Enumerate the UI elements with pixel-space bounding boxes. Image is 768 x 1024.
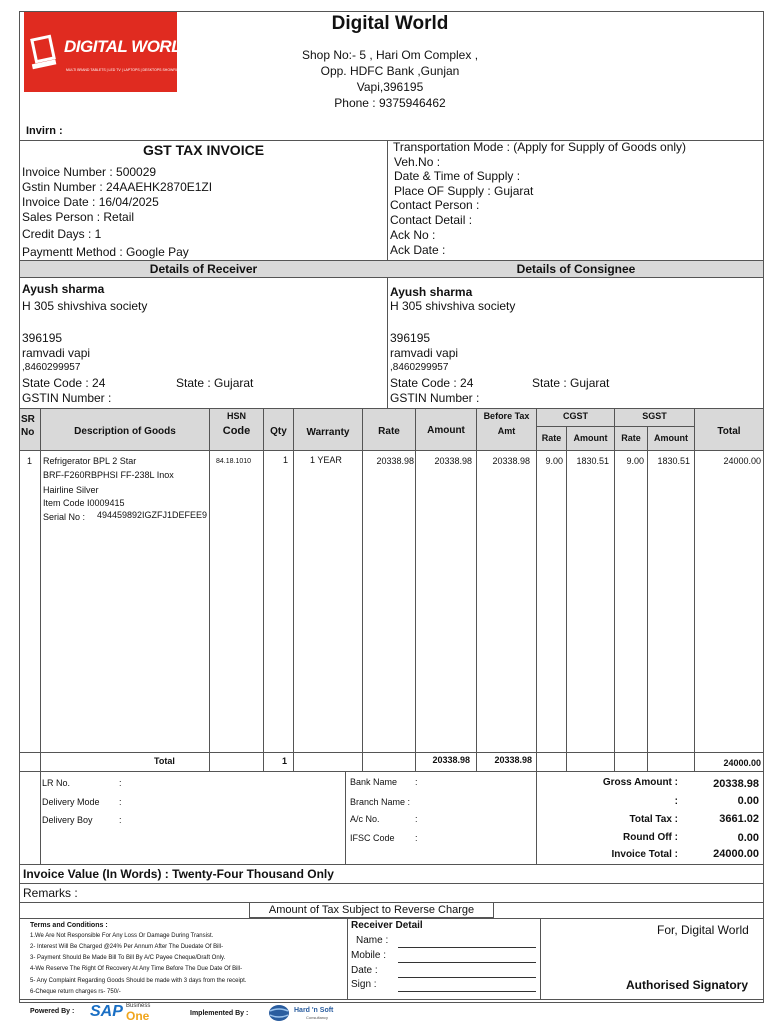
row-warranty: 1 YEAR bbox=[310, 455, 342, 465]
row-qty: 1 bbox=[283, 455, 289, 465]
receiver-detail-name: Name : bbox=[356, 935, 389, 946]
row-cgst-amount: 1830.51 bbox=[576, 456, 609, 466]
invoice-total-label: Invoice Total : bbox=[611, 849, 678, 860]
row-desc-4: Item Code I0009415 bbox=[43, 498, 125, 508]
sap-one-text: One bbox=[126, 1009, 150, 1023]
branch-name-label: Branch Name : bbox=[350, 797, 411, 807]
powered-by: Powered By : bbox=[30, 1008, 75, 1015]
col-qty: Qty bbox=[270, 426, 287, 437]
col-cgst: CGST bbox=[562, 411, 588, 421]
receiver-name: Ayush sharma bbox=[22, 282, 105, 296]
receiver-date-line bbox=[398, 977, 536, 978]
terms-heading: Terms and Conditions : bbox=[30, 922, 108, 929]
row-serial-value: 494459892IGZFJ1DEFEE9 bbox=[97, 510, 208, 520]
col-description: Description of Goods bbox=[74, 426, 176, 437]
logo-tagline: MULTI BRAND TABLETS | LED TV | LAPTOPS | DESKTOPS SHOWROOM bbox=[66, 68, 185, 72]
payment-method: Paymentt Method : Google Pay bbox=[22, 245, 189, 259]
row-serial-label: Serial No : bbox=[43, 512, 86, 522]
col-rate: Rate bbox=[378, 426, 400, 437]
col-sr: SR bbox=[21, 414, 35, 425]
ac-no-colon: : bbox=[415, 814, 418, 824]
credit-days: Credit Days : 1 bbox=[22, 227, 102, 241]
term-2: 2- Interest Will Be Charged @24% Per Annum After The Duedate Of Bill- bbox=[30, 944, 224, 950]
receiver-detail-mobile: Mobile : bbox=[351, 950, 387, 961]
row-amount: 20338.98 bbox=[434, 456, 472, 466]
term-6: 6-Cheque return charges rs- 750/- bbox=[30, 989, 121, 995]
totals-label: Total bbox=[154, 756, 175, 766]
col-before-tax-amt: Amt bbox=[497, 426, 516, 436]
col-code: Code bbox=[222, 425, 251, 437]
sap-business-text: Business bbox=[126, 1003, 151, 1009]
col-sgst: SGST bbox=[642, 411, 667, 421]
blank-summary-value: 0.00 bbox=[737, 795, 759, 807]
bank-name-label: Bank Name bbox=[350, 777, 398, 787]
col-sgst-amount: Amount bbox=[654, 433, 688, 443]
sales-person: Sales Person : Retail bbox=[22, 210, 135, 224]
total-tax-label: Total Tax : bbox=[629, 814, 678, 825]
col-total: Total bbox=[717, 426, 741, 437]
round-off-label: Round Off : bbox=[623, 832, 678, 843]
col-no: No bbox=[21, 427, 35, 438]
totals-total: 24000.00 bbox=[723, 758, 761, 768]
row-desc-3: Hairline Silver bbox=[43, 485, 99, 495]
invoice-total-value: 24000.00 bbox=[713, 848, 759, 860]
receiver-phone: ,8460299957 bbox=[22, 362, 81, 373]
delivery-mode-label: Delivery Mode bbox=[42, 797, 100, 807]
ack-no: Ack No : bbox=[390, 228, 436, 242]
receiver-state: State : Gujarat bbox=[176, 376, 254, 390]
ifsc-label: IFSC Code bbox=[350, 833, 395, 843]
receiver-pin: 396195 bbox=[22, 331, 63, 345]
invoice-title: GST TAX INVOICE bbox=[142, 142, 265, 158]
row-desc-2: BRF-F260RBPHSI FF-238L Inox bbox=[43, 470, 174, 480]
invoice-number: Invoice Number : 500029 bbox=[22, 165, 157, 179]
col-cgst-rate: Rate bbox=[541, 433, 562, 443]
hardnsoft-text: Hard 'n Soft bbox=[294, 1007, 334, 1014]
col-warranty: Warranty bbox=[306, 427, 350, 438]
term-3: 3- Payment Should Be Made Bill To Bill By A/C Payee Cheque/Draft Only. bbox=[30, 955, 226, 961]
receiver-sign-line bbox=[398, 991, 536, 992]
col-cgst-amount: Amount bbox=[573, 433, 608, 443]
receiver-address: H 305 shivshiva society bbox=[22, 299, 148, 313]
delivery-boy-colon: : bbox=[119, 815, 122, 825]
consignee-state: State : Gujarat bbox=[532, 376, 610, 390]
col-sgst-rate: Rate bbox=[621, 433, 641, 443]
row-total: 24000.00 bbox=[723, 456, 761, 466]
vehicle-no: Veh.No : bbox=[394, 155, 441, 169]
receiver-gstin: GSTIN Number : bbox=[22, 391, 112, 405]
authorised-signatory: Authorised Signatory bbox=[626, 978, 749, 992]
bank-name-colon: : bbox=[415, 777, 418, 787]
consignee-phone: ,8460299957 bbox=[390, 362, 449, 373]
receiver-detail-date: Date : bbox=[351, 965, 378, 976]
consignee-heading: Details of Consignee bbox=[516, 262, 636, 276]
lr-no-colon: : bbox=[119, 778, 122, 788]
col-hsn: HSN bbox=[226, 411, 246, 421]
consignee-gstin: GSTIN Number : bbox=[390, 391, 480, 405]
totals-before-tax: 20338.98 bbox=[494, 755, 532, 765]
company-name: Digital World bbox=[331, 13, 449, 34]
row-cgst-rate: 9.00 bbox=[545, 456, 563, 466]
consignee-name: Ayush sharma bbox=[390, 285, 473, 299]
consultancy-text: Consultancy bbox=[306, 1015, 329, 1020]
receiver-heading: Details of Receiver bbox=[149, 262, 258, 276]
consignee-area: ramvadi vapi bbox=[390, 346, 459, 360]
consignee-address: H 305 shivshiva society bbox=[390, 299, 516, 313]
row-sr: 1 bbox=[27, 456, 33, 466]
row-hsn: 84.18.1010 bbox=[216, 458, 252, 465]
gross-amount-label: Gross Amount : bbox=[602, 777, 678, 788]
ac-no-label: A/c No. bbox=[350, 814, 380, 824]
consignee-state-code: State Code : 24 bbox=[390, 376, 474, 390]
blank-summary-label: : bbox=[674, 796, 678, 807]
implemented-by: Implemented By : bbox=[190, 1010, 249, 1017]
consignee-pin: 396195 bbox=[390, 331, 431, 345]
receiver-mobile-line bbox=[398, 962, 536, 963]
company-phone: Phone : 9375946462 bbox=[334, 96, 446, 110]
term-4: 4-We Reserve The Right Of Recovery At Any Time Before The Due Date Of Bill- bbox=[30, 966, 243, 972]
company-logo bbox=[24, 12, 193, 92]
irn-label: Invirn : bbox=[26, 125, 63, 137]
laptop-icon bbox=[30, 34, 60, 74]
col-before-tax: Before Tax bbox=[483, 411, 530, 421]
row-desc-1: Refrigerator BPL 2 Star bbox=[43, 456, 137, 466]
row-before-tax: 20338.98 bbox=[492, 456, 530, 466]
contact-person: Contact Person : bbox=[390, 198, 480, 212]
delivery-mode-colon: : bbox=[119, 797, 122, 807]
supply-date-time: Date & Time of Supply : bbox=[394, 169, 521, 183]
delivery-boy-label: Delivery Boy bbox=[42, 815, 93, 825]
invoice-date: Invoice Date : 16/04/2025 bbox=[22, 195, 159, 209]
totals-amount: 20338.98 bbox=[432, 755, 470, 765]
totals-qty: 1 bbox=[282, 756, 288, 766]
reverse-charge-label: Amount of Tax Subject to Reverse Charge bbox=[268, 904, 475, 916]
row-sgst-amount: 1830.51 bbox=[657, 456, 690, 466]
receiver-state-code: State Code : 24 bbox=[22, 376, 106, 390]
receiver-detail-sign: Sign : bbox=[351, 979, 377, 990]
logo-text: DIGITAL WORLD bbox=[64, 37, 193, 56]
ack-date: Ack Date : bbox=[390, 243, 446, 257]
company-address-3: Vapi,396195 bbox=[356, 80, 424, 94]
receiver-area: ramvadi vapi bbox=[22, 346, 91, 360]
company-address-1: Shop No:- 5 , Hari Om Complex , bbox=[301, 48, 479, 62]
contact-detail: Contact Detail : bbox=[390, 213, 473, 227]
place-of-supply: Place OF Supply : Gujarat bbox=[394, 184, 534, 198]
gross-amount-value: 20338.98 bbox=[713, 778, 759, 790]
sap-logo bbox=[90, 1003, 154, 1023]
hardnsoft-globe-icon bbox=[268, 1004, 290, 1022]
term-5: 5- Any Complaint Regarding Goods Should be made with 3 days from the receipt. bbox=[30, 978, 247, 984]
transport-mode: Transportation Mode : (Apply for Supply of Goods only) bbox=[393, 140, 687, 154]
company-address-2: Opp. HDFC Bank ,Gunjan bbox=[320, 64, 460, 78]
row-sgst-rate: 9.00 bbox=[626, 456, 644, 466]
signatory-for: For, Digital World bbox=[657, 923, 749, 937]
row-rate: 20338.98 bbox=[376, 456, 414, 466]
amount-in-words: Invoice Value (In Words) : Twenty-Four Thousand Only bbox=[23, 867, 334, 881]
receiver-name-line bbox=[398, 947, 536, 948]
remarks: Remarks : bbox=[23, 886, 78, 900]
sap-text: SAP bbox=[90, 1003, 123, 1020]
term-1: 1.We Are Not Responsible For Any Loss Or Damage During Transist. bbox=[30, 933, 214, 939]
receiver-detail-heading: Receiver Detail bbox=[351, 920, 423, 931]
col-amount: Amount bbox=[427, 425, 465, 436]
invoice-gstin: Gstin Number : 24AAEHK2870E1ZI bbox=[22, 180, 213, 194]
total-tax-value: 3661.02 bbox=[719, 813, 759, 825]
round-off-value: 0.00 bbox=[737, 832, 759, 844]
ifsc-colon: : bbox=[415, 833, 418, 843]
lr-no-label: LR No. bbox=[42, 778, 71, 788]
